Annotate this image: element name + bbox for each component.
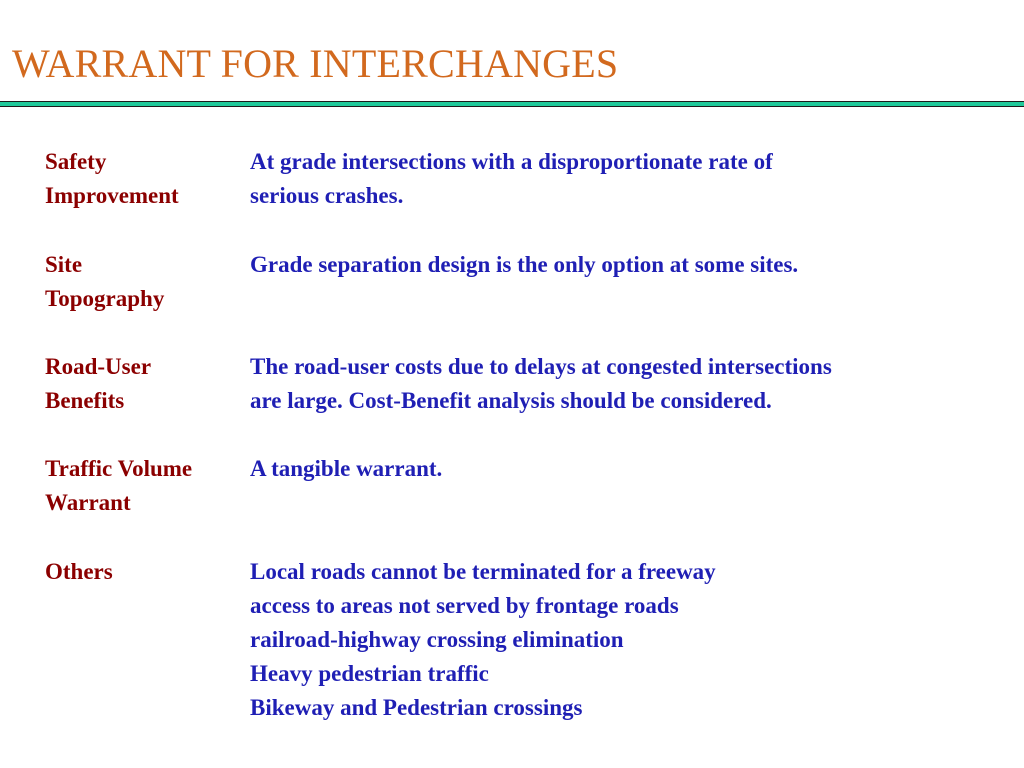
description-line: serious crashes. <box>250 183 404 208</box>
description-line: At grade intersections with a disproportionate rate of <box>250 149 773 174</box>
warrant-label: Site Topography <box>45 252 165 311</box>
warrant-description <box>250 452 1010 486</box>
description-line: are large. Cost-Benefit analysis should be considered. <box>250 388 772 413</box>
description-line: A tangible warrant. <box>250 456 443 481</box>
description-line: The road-user costs due to delays at congested intersections <box>250 354 832 379</box>
warrant-description <box>250 350 1010 418</box>
warrant-description <box>250 555 1010 725</box>
slide-title: WARRANT FOR INTERCHANGES <box>12 41 619 86</box>
warrant-label: Road-User Benefits <box>45 354 152 413</box>
description-line: railroad-highway crossing elimination <box>250 627 624 652</box>
description-line: Grade separation design is the only option at some sites. <box>250 252 799 277</box>
warrant-label: Others <box>45 559 113 584</box>
warrant-label: Safety Improvement <box>45 149 179 208</box>
warrant-label: Traffic Volume Warrant <box>45 456 193 515</box>
description-line: access to areas not served by frontage roads <box>250 593 679 618</box>
description-line: Bikeway and Pedestrian crossings <box>250 695 583 720</box>
warrant-description <box>250 145 1010 213</box>
description-line: Heavy pedestrian traffic <box>250 661 489 686</box>
warrant-description <box>250 248 1010 282</box>
description-line: Local roads cannot be terminated for a freeway <box>250 559 716 584</box>
